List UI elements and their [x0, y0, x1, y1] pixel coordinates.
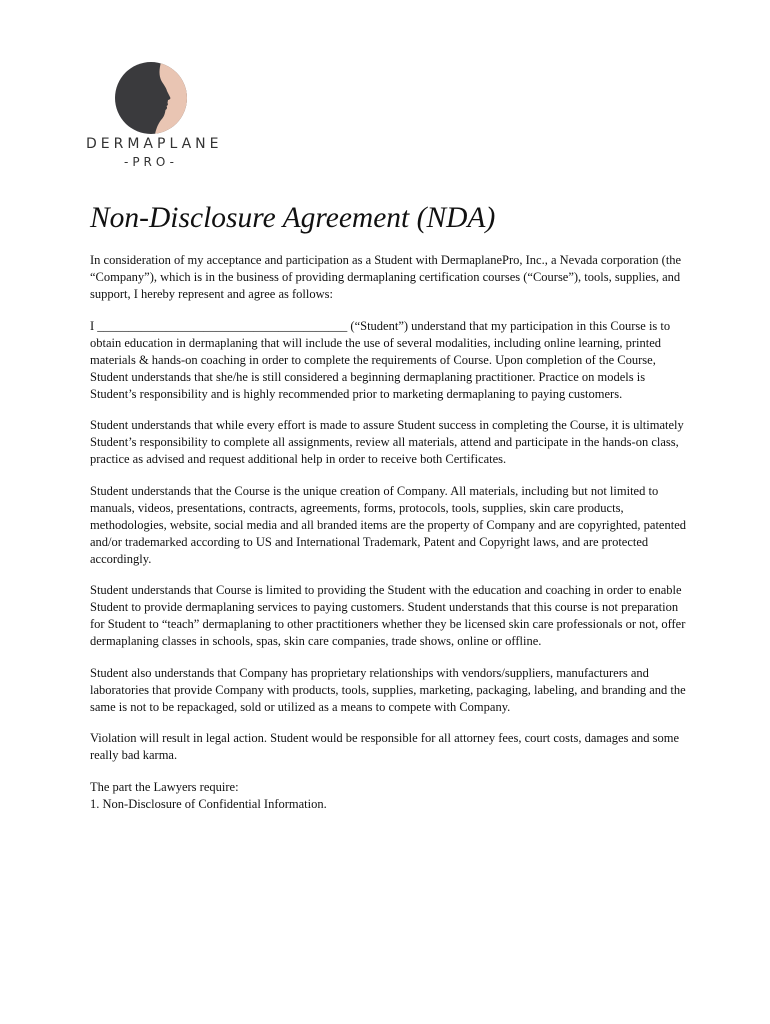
paragraph-proprietary-relationships: Student also understands that Company has proprietary relationships with vendors/suppliers, manufacturers and laboratories that provide Company with products, tools, supplies, marketing, packaging, labeling, and branding and the same is not to be repackaged, sold or utilized as a means to compete with Company.	[90, 665, 686, 714]
paragraph-lawyers-section	[90, 779, 690, 813]
paragraph-responsibility: Student understands that while every effort is made to assure Student success in completing the Course, it is ultimately Student’s responsibility to complete all assignments, review all materials, attend and participate in the hands-on class, practice as advised and request additional help in order to receive both Certificates.	[90, 418, 684, 466]
paragraph-consideration: In consideration of my acceptance and participation as a Student with DermaplanePro, Inc., a Nevada corporation (the “Company”), which is in the business of providing dermaplaning certification courses (“Course”), tools, supplies, and support, I hereby represent and agree as follows:	[90, 253, 682, 301]
logo-wordmark: DERMAPLANE	[86, 136, 223, 152]
face-profile-logo-icon	[115, 62, 187, 134]
agreement-body	[90, 252, 690, 813]
paragraph-course-limitations: Student understands that Course is limited to providing the Student with the education and coaching in order to enable Student to provide dermaplaning services to paying customers. Student understands that this course is not preparation for Student to “teach” dermaplaning to other practitioners whether they be licensed skin care professionals or not, offer dermaplaning classes in schools, spas, skin care companies, trade shows, online or offline.	[90, 583, 686, 648]
lawyers-intro-line: The part the Lawyers require: 1. Non-Disclosure of Confidential Information.	[90, 779, 327, 811]
paragraph-student-understanding: I ________________________________________ (“Student”) understand that my participation in this Course is to obtain education in dermaplaning that will include the use of several modalities, including online learning, printed materials & hands-on coaching in order to complete the requirements of Course. Upon completion of the Course, Student understands that she/he is still considered a beginning dermaplaning practitioner. Practice on models is Student’s responsibility and is highly recommended prior to marketing dermaplaning to paying customers.	[90, 318, 671, 401]
logo-subtitle: -PRO-	[123, 155, 178, 169]
document-title: Non-Disclosure Agreement (NDA)	[90, 202, 496, 234]
paragraph-intellectual-property: Student understands that the Course is the unique creation of Company. All materials, including but not limited to manuals, videos, presentations, contracts, agreements, forms, protocols, tools, supplies, skin care products, methodologies, website, social media and all branded items are the property of Company and are copyrighted, patented and/or trademarked according to US and International Trademark, Patent and Copyright laws, and are protected accordingly.	[90, 483, 686, 566]
paragraph-violation: Violation will result in legal action. Student would be responsible for all attorney fees, court costs, damages and some really bad karma.	[90, 731, 680, 762]
company-logo	[86, 56, 223, 171]
